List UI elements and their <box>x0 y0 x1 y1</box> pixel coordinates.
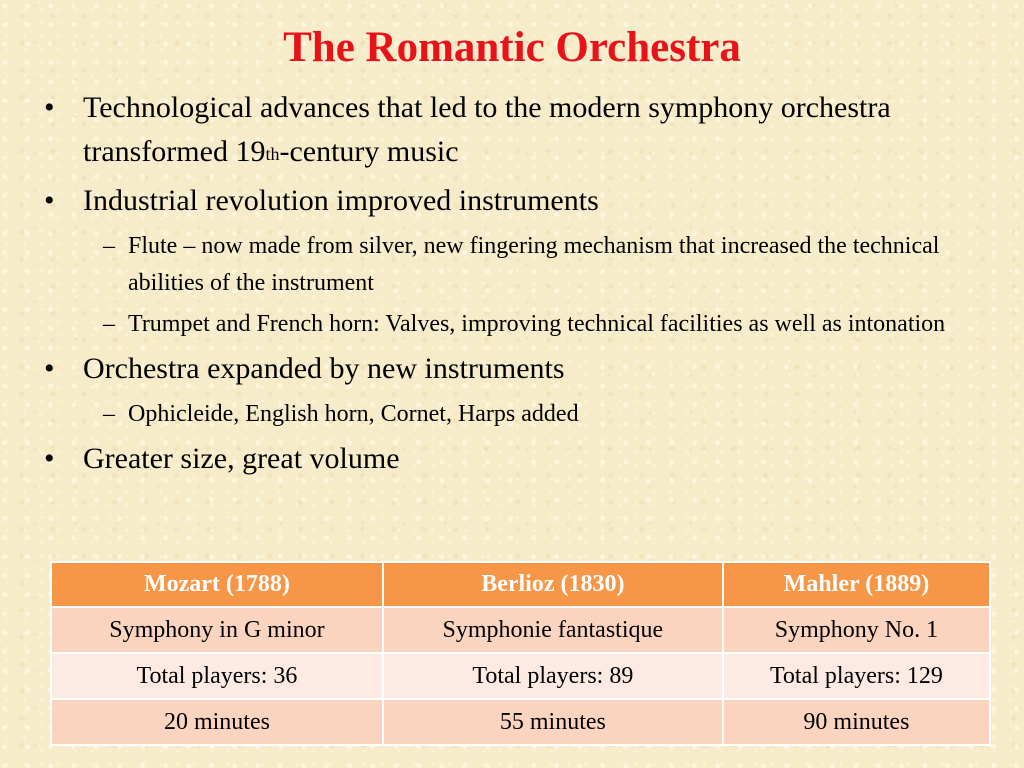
sub-bullet-item <box>0 396 1000 433</box>
table-row <box>51 699 990 745</box>
bullet-text: Greater size, great volume <box>83 442 400 475</box>
sub-bullet-item <box>0 228 1000 302</box>
bullet-item <box>0 86 1000 174</box>
header-mozart: Mozart (1788) <box>51 562 383 607</box>
ordinal-superscript: th <box>265 144 280 164</box>
table-cell: Total players: 129 <box>723 653 990 699</box>
bullet-dot-icon: • <box>44 184 55 217</box>
bullet-text-tail: -century music <box>279 135 459 168</box>
table-row <box>51 653 990 699</box>
table-header-row <box>51 562 990 607</box>
slide-title: The Romantic Orchestra <box>283 24 741 71</box>
table-cell: 90 minutes <box>723 699 990 745</box>
table-cell: 20 minutes <box>51 699 383 745</box>
bullet-text: Industrial revolution improved instruments <box>83 184 599 217</box>
table-cell: Symphony in G minor <box>51 607 383 653</box>
table-cell: Symphony No. 1 <box>723 607 990 653</box>
sub-bullet-text: Flute – now made from silver, new fingering mechanism that increased the technical abilities of the instrument <box>128 233 940 296</box>
orchestra-comparison-table <box>50 561 991 746</box>
bullet-list <box>0 86 1000 486</box>
dash-icon: – <box>103 311 115 337</box>
bullet-item <box>0 347 1000 391</box>
table-cell: Symphonie fantastique <box>383 607 723 653</box>
sub-bullet-item <box>0 306 1000 343</box>
header-berlioz: Berlioz (1830) <box>383 562 723 607</box>
table-cell: Total players: 36 <box>51 653 383 699</box>
table-row <box>51 607 990 653</box>
bullet-item <box>0 437 1000 481</box>
bullet-dot-icon: • <box>44 91 55 124</box>
sub-bullet-text: Trumpet and French horn: Valves, improving technical facilities as well as intonation <box>128 311 946 337</box>
bullet-text: Orchestra expanded by new instruments <box>83 352 565 385</box>
table-cell: Total players: 89 <box>383 653 723 699</box>
header-mahler: Mahler (1889) <box>723 562 990 607</box>
dash-icon: – <box>103 233 115 259</box>
bullet-item <box>0 179 1000 223</box>
bullet-dot-icon: • <box>44 442 55 475</box>
sub-bullet-text: Ophicleide, English horn, Cornet, Harps added <box>128 401 579 427</box>
bullet-dot-icon: • <box>44 352 55 385</box>
dash-icon: – <box>103 401 115 427</box>
table-cell: 55 minutes <box>383 699 723 745</box>
bullet-text: Technological advances that led to the modern symphony orchestra transformed 19 <box>83 91 891 168</box>
